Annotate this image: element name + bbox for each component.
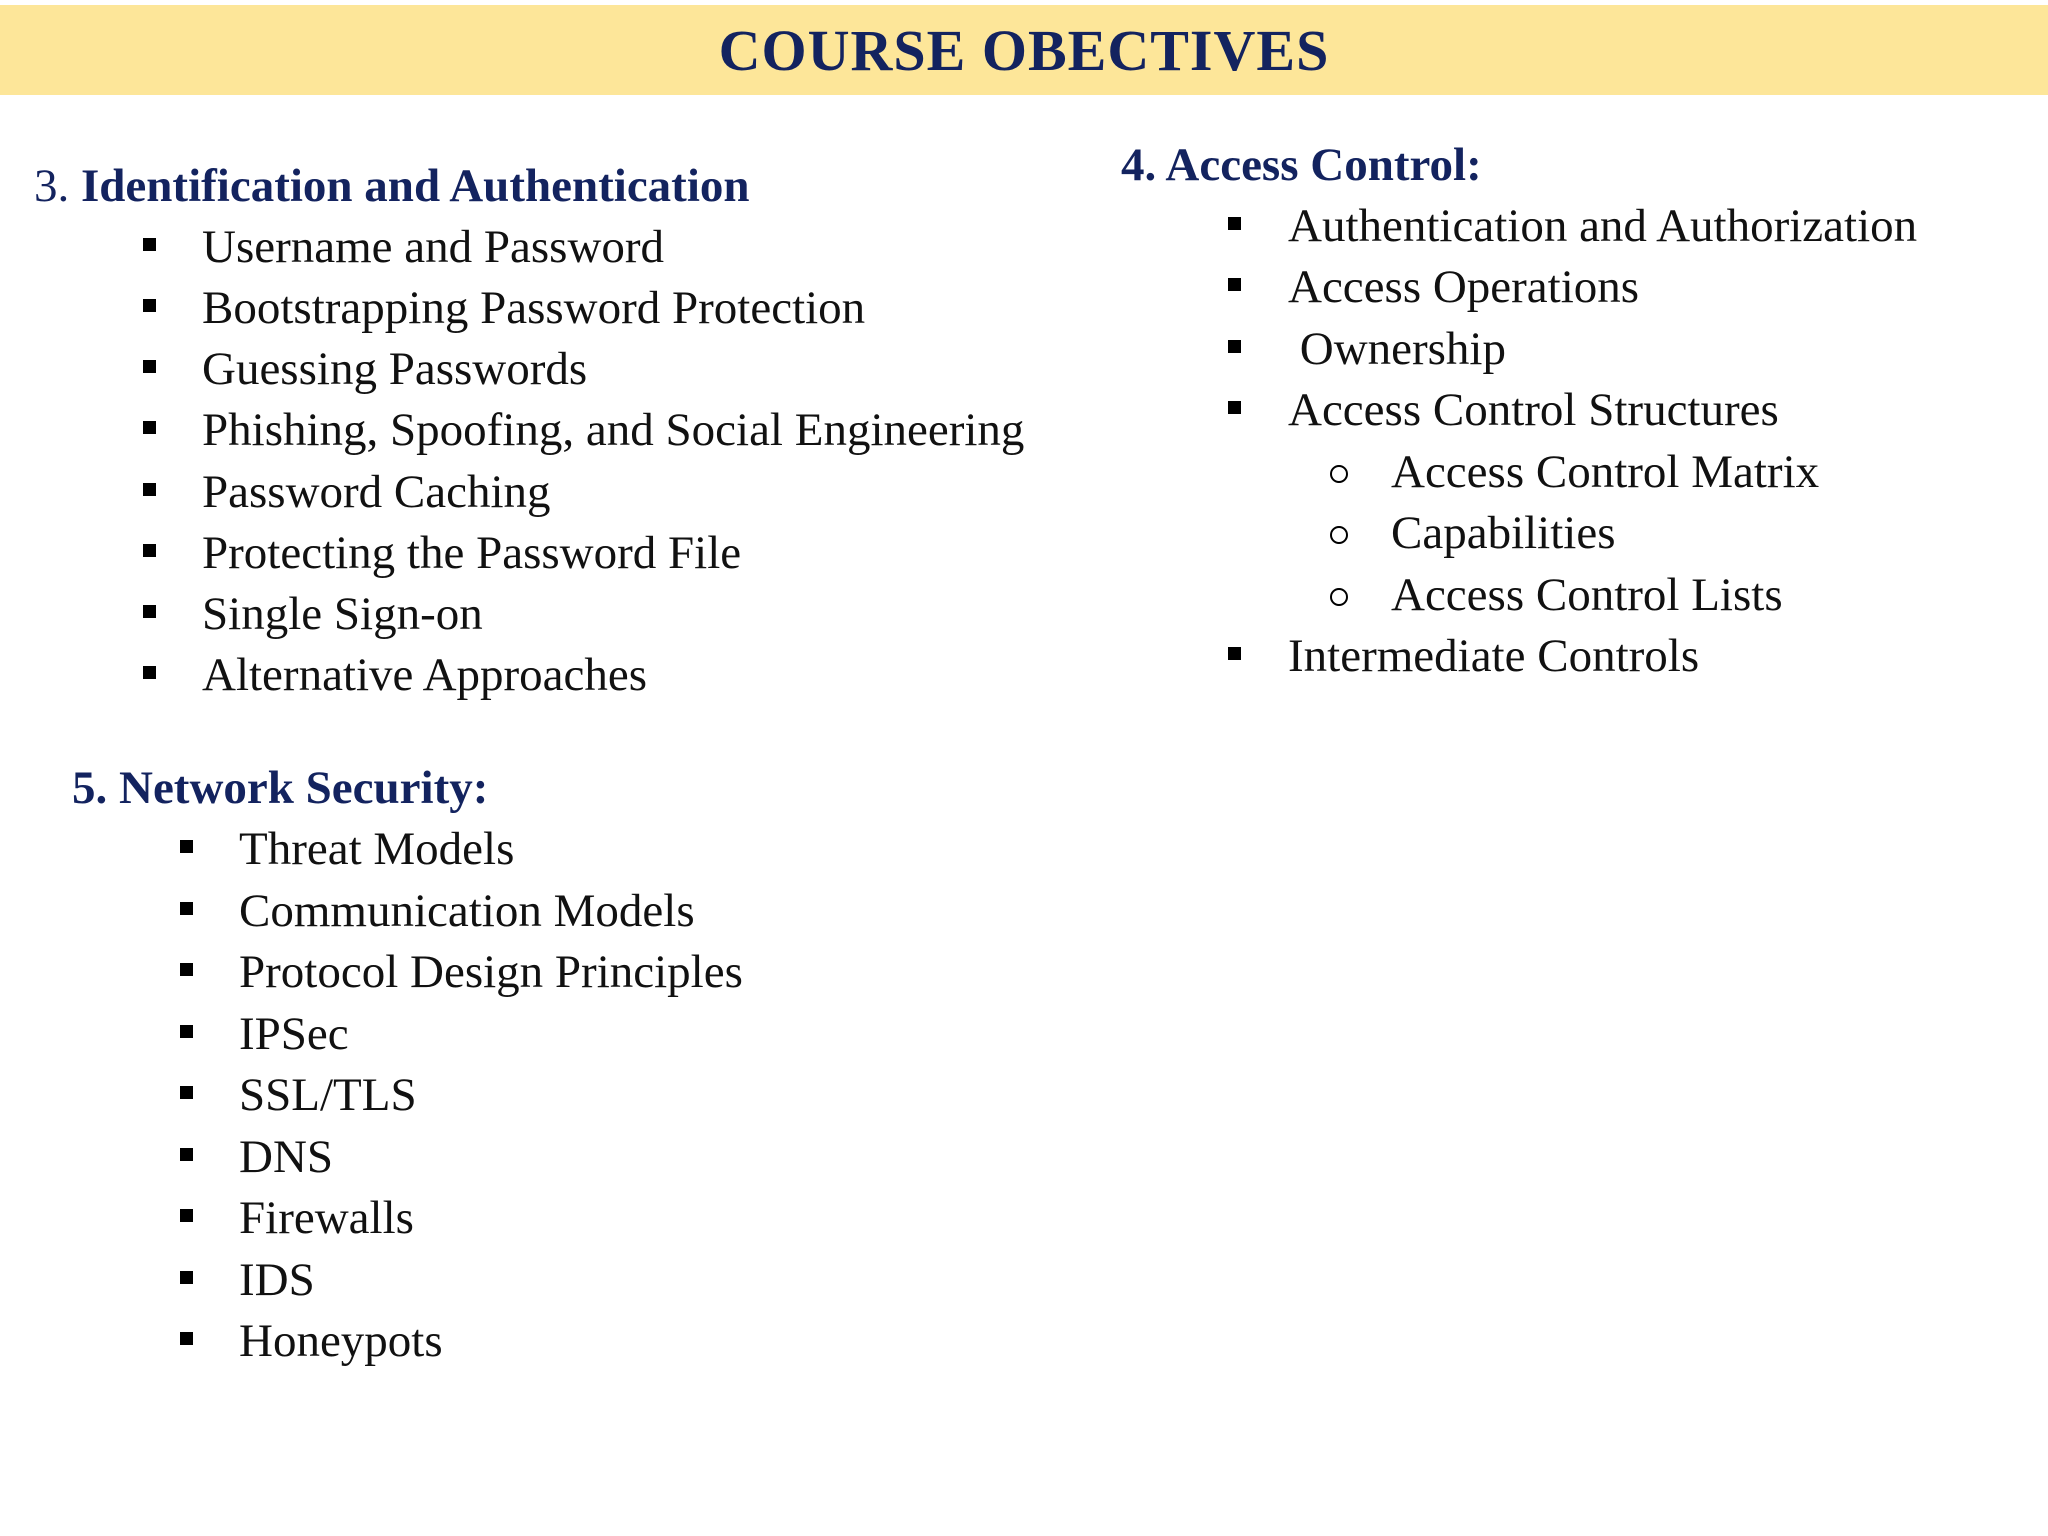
section-network-security: 5. Network Security: Threat Models Communication Models Protocol Design Principles IPSec SSL/TLS DNS Firewalls IDS Honeypots — [72, 762, 743, 1367]
section-5-heading: 5. Network Security: — [72, 762, 489, 814]
square-bullet-icon — [180, 1025, 193, 1038]
square-bullet-icon — [180, 1209, 193, 1222]
circle-bullet-icon — [1330, 588, 1348, 606]
section-3-title: Identification and Authentication — [81, 160, 750, 212]
square-bullet-icon — [180, 1148, 193, 1161]
square-bullet-icon — [1228, 647, 1241, 660]
square-bullet-icon — [180, 1086, 193, 1099]
square-bullet-icon — [180, 1332, 193, 1345]
section-4-heading: 4. Access Control: — [1121, 139, 1482, 191]
section-access-control: 4. Access Control: Authentication and Authorization Access Operations Ownership Access Control Structures Access Control Matrix Capabilities Access Control Lists Intermediate Controls — [1121, 139, 1918, 682]
square-bullet-icon — [180, 1271, 193, 1284]
square-bullet-icon — [1228, 401, 1241, 414]
square-bullet-icon — [1228, 217, 1241, 230]
circle-bullet-icon — [1330, 526, 1348, 544]
square-bullet-icon — [180, 902, 193, 915]
section-3-number: 3. — [34, 160, 70, 212]
square-bullet-icon — [180, 840, 193, 853]
circle-bullet-icon — [1330, 465, 1348, 483]
page-title: COURSE OBECTIVES — [718, 17, 1330, 83]
square-bullet-icon — [1228, 278, 1241, 291]
square-bullet-icon — [1228, 340, 1241, 353]
section-identification-authentication: 3. Identification and Authentication Username and Password Bootstrapping Password Protection Guessing Passwords Phishing, Spoofing, and Social Engineering Password Caching Protecting the Password File Single Sign-on Alternative Approaches — [34, 160, 1025, 701]
square-bullet-icon — [180, 963, 193, 976]
